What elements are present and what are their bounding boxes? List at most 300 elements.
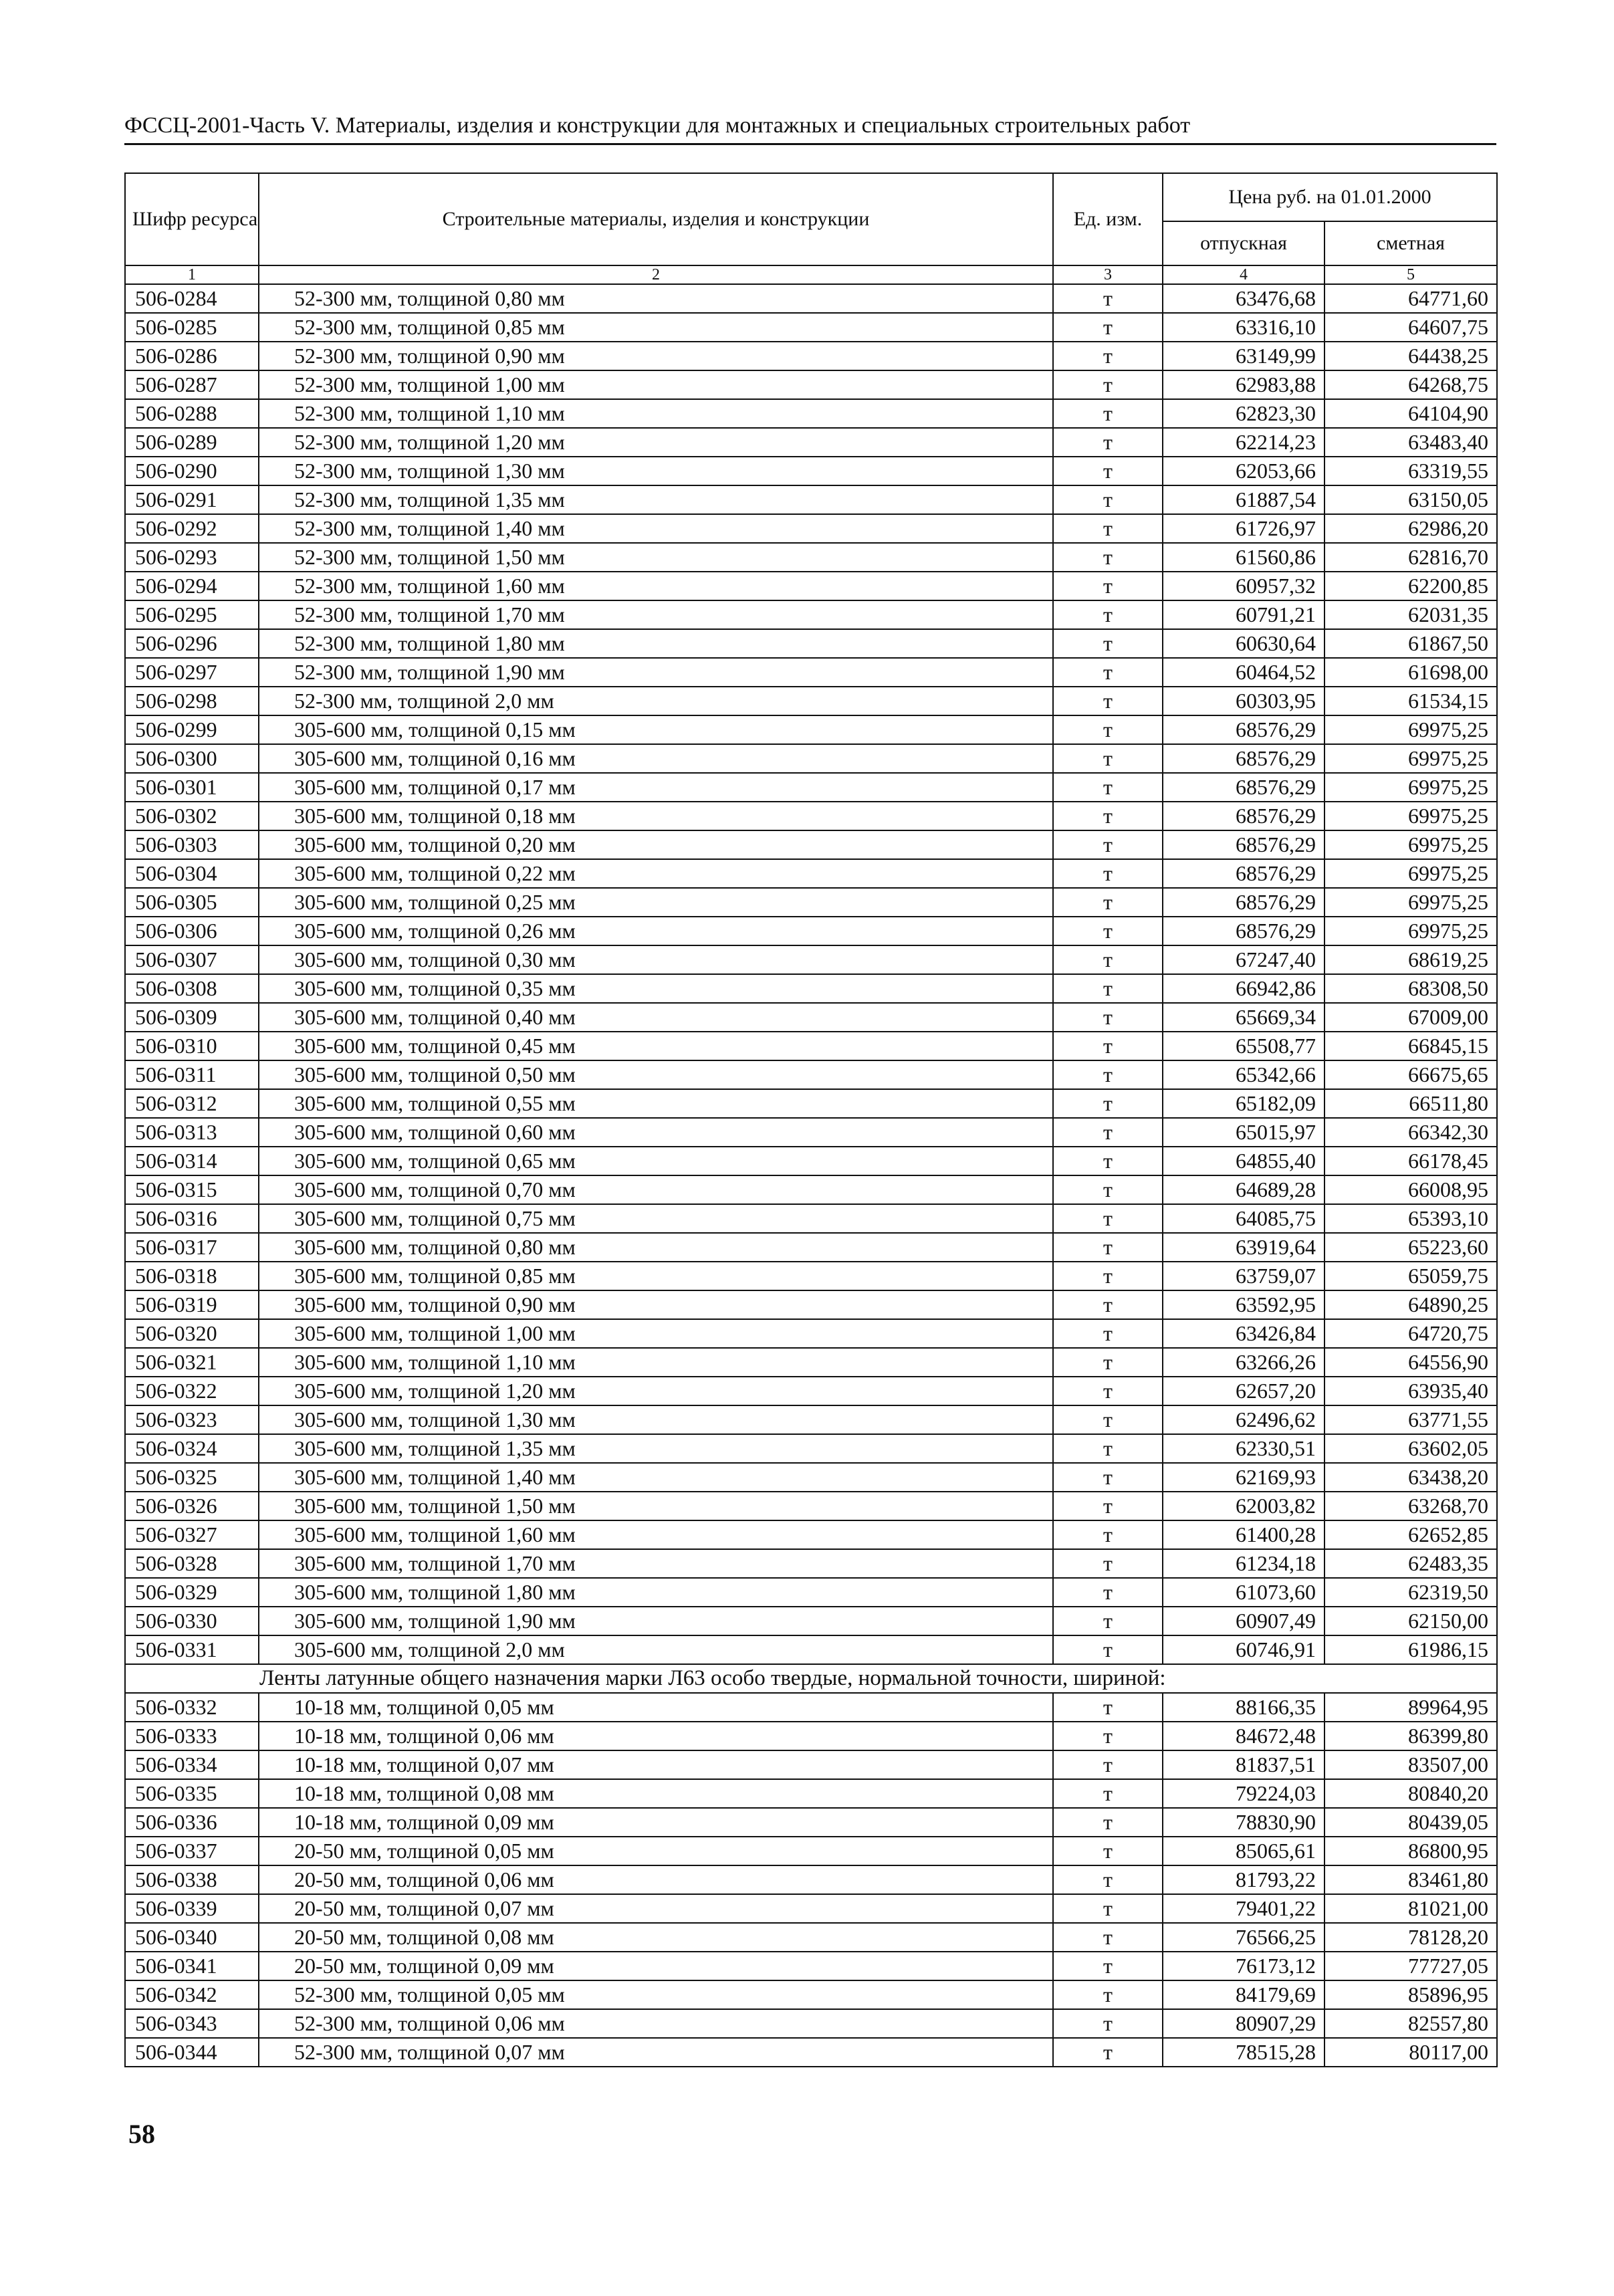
unit-cell: т xyxy=(1053,600,1163,629)
table-row xyxy=(125,399,1497,428)
release-price: 61073,60 xyxy=(1163,1578,1324,1607)
estimate-price: 62200,85 xyxy=(1324,572,1497,600)
item-description: 52-300 мм, толщиной 1,10 мм xyxy=(259,399,1053,428)
estimate-price: 69975,25 xyxy=(1324,830,1497,859)
table-row xyxy=(125,572,1497,600)
item-description: 305-600 мм, толщиной 0,80 мм xyxy=(259,1233,1053,1262)
unit-cell: т xyxy=(1053,974,1163,1003)
item-description: 20-50 мм, толщиной 0,08 мм xyxy=(259,1923,1053,1952)
unit-cell: т xyxy=(1053,629,1163,658)
estimate-price: 65393,10 xyxy=(1324,1204,1497,1233)
table-row xyxy=(125,284,1497,313)
table-row xyxy=(125,802,1497,830)
resource-code: 506-0329 xyxy=(125,1578,259,1607)
item-description: 52-300 мм, толщиной 1,70 мм xyxy=(259,600,1053,629)
estimate-price: 69975,25 xyxy=(1324,888,1497,917)
item-description: 305-600 мм, толщиной 1,10 мм xyxy=(259,1348,1053,1377)
item-description: 52-300 мм, толщиной 1,50 мм xyxy=(259,543,1053,572)
table-row xyxy=(125,859,1497,888)
table-row xyxy=(125,1463,1497,1492)
item-description: 305-600 мм, толщиной 1,00 мм xyxy=(259,1319,1053,1348)
item-description: 305-600 мм, толщиной 1,35 мм xyxy=(259,1434,1053,1463)
table-row xyxy=(125,1003,1497,1032)
release-price: 62003,82 xyxy=(1163,1492,1324,1520)
table-body xyxy=(125,284,1497,2067)
resource-code: 506-0320 xyxy=(125,1319,259,1348)
estimate-price: 69975,25 xyxy=(1324,773,1497,802)
unit-cell: т xyxy=(1053,399,1163,428)
release-price: 61560,86 xyxy=(1163,543,1324,572)
item-description: 305-600 мм, толщиной 0,15 мм xyxy=(259,715,1053,744)
unit-cell: т xyxy=(1053,370,1163,399)
release-price: 84179,69 xyxy=(1163,1980,1324,2009)
table-row xyxy=(125,1492,1497,1520)
resource-code: 506-0308 xyxy=(125,974,259,1003)
item-description: 305-600 мм, толщиной 1,80 мм xyxy=(259,1578,1053,1607)
resource-code: 506-0338 xyxy=(125,1865,259,1894)
unit-cell: т xyxy=(1053,457,1163,485)
unit-cell: т xyxy=(1053,1837,1163,1865)
item-description: 10-18 мм, толщиной 0,06 мм xyxy=(259,1722,1053,1750)
table-row xyxy=(125,1894,1497,1923)
release-price: 60907,49 xyxy=(1163,1607,1324,1635)
item-description: 305-600 мм, толщиной 0,26 мм xyxy=(259,917,1053,945)
resource-code: 506-0297 xyxy=(125,658,259,687)
resource-code: 506-0324 xyxy=(125,1434,259,1463)
estimate-price: 89964,95 xyxy=(1324,1693,1497,1722)
running-header: ФССЦ-2001-Часть V. Материалы, изделия и конструкции для монтажных и специальных строительных работ xyxy=(124,112,1496,145)
item-description: 52-300 мм, толщиной 0,06 мм xyxy=(259,2009,1053,2038)
item-description: 305-600 мм, толщиной 0,40 мм xyxy=(259,1003,1053,1032)
column-header-estimate-price: сметная xyxy=(1324,221,1497,265)
resource-code: 506-0328 xyxy=(125,1549,259,1578)
unit-cell: т xyxy=(1053,514,1163,543)
release-price: 64085,75 xyxy=(1163,1204,1324,1233)
unit-cell: т xyxy=(1053,830,1163,859)
resource-code: 506-0318 xyxy=(125,1262,259,1290)
unit-cell: т xyxy=(1053,428,1163,457)
release-price: 63316,10 xyxy=(1163,313,1324,342)
table-row xyxy=(125,1434,1497,1463)
unit-cell: т xyxy=(1053,1032,1163,1060)
estimate-price: 82557,80 xyxy=(1324,2009,1497,2038)
resource-code: 506-0310 xyxy=(125,1032,259,1060)
table-row xyxy=(125,428,1497,457)
unit-cell: т xyxy=(1053,773,1163,802)
release-price: 63919,64 xyxy=(1163,1233,1324,1262)
item-description: 305-600 мм, толщиной 2,0 мм xyxy=(259,1635,1053,1664)
resource-code: 506-0295 xyxy=(125,600,259,629)
unit-cell: т xyxy=(1053,1578,1163,1607)
resource-code: 506-0293 xyxy=(125,543,259,572)
unit-cell: т xyxy=(1053,1175,1163,1204)
table-row xyxy=(125,1348,1497,1377)
release-price: 62983,88 xyxy=(1163,370,1324,399)
table-row xyxy=(125,2009,1497,2038)
release-price: 65015,97 xyxy=(1163,1118,1324,1147)
resource-code: 506-0291 xyxy=(125,485,259,514)
unit-cell: т xyxy=(1053,1290,1163,1319)
estimate-price: 64607,75 xyxy=(1324,313,1497,342)
column-header-code: Шифр ресурса xyxy=(125,173,259,265)
table-row xyxy=(125,1549,1497,1578)
table-row xyxy=(125,974,1497,1003)
resource-code: 506-0294 xyxy=(125,572,259,600)
unit-cell: т xyxy=(1053,1952,1163,1980)
table-row xyxy=(125,744,1497,773)
release-price: 68576,29 xyxy=(1163,744,1324,773)
column-number: 1 xyxy=(125,265,259,284)
table-row xyxy=(125,2038,1497,2067)
column-header-unit: Ед. изм. xyxy=(1053,173,1163,265)
item-description: 20-50 мм, толщиной 0,06 мм xyxy=(259,1865,1053,1894)
item-description: 305-600 мм, толщиной 1,70 мм xyxy=(259,1549,1053,1578)
resource-code: 506-0331 xyxy=(125,1635,259,1664)
release-price: 81837,51 xyxy=(1163,1750,1324,1779)
release-price: 61887,54 xyxy=(1163,485,1324,514)
estimate-price: 62986,20 xyxy=(1324,514,1497,543)
release-price: 62330,51 xyxy=(1163,1434,1324,1463)
release-price: 60957,32 xyxy=(1163,572,1324,600)
item-description: 52-300 мм, толщиной 1,90 мм xyxy=(259,658,1053,687)
group-heading: Ленты латунные общего назначения марки Л63 особо твердые, нормальной точности, шириной: xyxy=(125,1664,1497,1693)
table-row xyxy=(125,1865,1497,1894)
estimate-price: 64890,25 xyxy=(1324,1290,1497,1319)
unit-cell: т xyxy=(1053,1348,1163,1377)
resource-code: 506-0288 xyxy=(125,399,259,428)
resource-code: 506-0292 xyxy=(125,514,259,543)
release-price: 61726,97 xyxy=(1163,514,1324,543)
resource-code: 506-0307 xyxy=(125,945,259,974)
table-row xyxy=(125,1147,1497,1175)
item-description: 52-300 мм, толщиной 1,80 мм xyxy=(259,629,1053,658)
estimate-price: 66845,15 xyxy=(1324,1032,1497,1060)
estimate-price: 66675,65 xyxy=(1324,1060,1497,1089)
resource-code: 506-0306 xyxy=(125,917,259,945)
unit-cell: т xyxy=(1053,1520,1163,1549)
table-row xyxy=(125,1952,1497,1980)
item-description: 305-600 мм, толщиной 0,85 мм xyxy=(259,1262,1053,1290)
resource-code: 506-0312 xyxy=(125,1089,259,1118)
unit-cell: т xyxy=(1053,1894,1163,1923)
item-description: 52-300 мм, толщиной 0,85 мм xyxy=(259,313,1053,342)
table-row xyxy=(125,773,1497,802)
table-row xyxy=(125,1779,1497,1808)
item-description: 10-18 мм, толщиной 0,08 мм xyxy=(259,1779,1053,1808)
unit-cell: т xyxy=(1053,888,1163,917)
unit-cell: т xyxy=(1053,1319,1163,1348)
release-price: 85065,61 xyxy=(1163,1837,1324,1865)
unit-cell: т xyxy=(1053,572,1163,600)
release-price: 68576,29 xyxy=(1163,715,1324,744)
estimate-price: 63319,55 xyxy=(1324,457,1497,485)
item-description: 20-50 мм, толщиной 0,07 мм xyxy=(259,1894,1053,1923)
estimate-price: 63483,40 xyxy=(1324,428,1497,457)
release-price: 68576,29 xyxy=(1163,888,1324,917)
item-description: 10-18 мм, толщиной 0,07 мм xyxy=(259,1750,1053,1779)
table-row xyxy=(125,1204,1497,1233)
resource-code: 506-0286 xyxy=(125,342,259,370)
table-row xyxy=(125,888,1497,917)
table-row xyxy=(125,370,1497,399)
table-row xyxy=(125,1290,1497,1319)
table-row xyxy=(125,1722,1497,1750)
resource-code: 506-0296 xyxy=(125,629,259,658)
unit-cell: т xyxy=(1053,687,1163,715)
estimate-price: 69975,25 xyxy=(1324,744,1497,773)
release-price: 67247,40 xyxy=(1163,945,1324,974)
resource-code: 506-0285 xyxy=(125,313,259,342)
unit-cell: т xyxy=(1053,1204,1163,1233)
resource-code: 506-0311 xyxy=(125,1060,259,1089)
resource-code: 506-0284 xyxy=(125,284,259,313)
release-price: 66942,86 xyxy=(1163,974,1324,1003)
release-price: 65508,77 xyxy=(1163,1032,1324,1060)
release-price: 62053,66 xyxy=(1163,457,1324,485)
estimate-price: 66342,30 xyxy=(1324,1118,1497,1147)
table-row xyxy=(125,1923,1497,1952)
unit-cell: т xyxy=(1053,2038,1163,2067)
resource-code: 506-0313 xyxy=(125,1118,259,1147)
resource-code: 506-0304 xyxy=(125,859,259,888)
item-description: 305-600 мм, толщиной 0,65 мм xyxy=(259,1147,1053,1175)
estimate-price: 64438,25 xyxy=(1324,342,1497,370)
item-description: 20-50 мм, толщиной 0,09 мм xyxy=(259,1952,1053,1980)
page-number: 58 xyxy=(128,2119,155,2149)
item-description: 52-300 мм, толщиной 0,80 мм xyxy=(259,284,1053,313)
table-row xyxy=(125,1233,1497,1262)
estimate-price: 62652,85 xyxy=(1324,1520,1497,1549)
item-description: 52-300 мм, толщиной 1,00 мм xyxy=(259,370,1053,399)
release-price: 80907,29 xyxy=(1163,2009,1324,2038)
estimate-price: 86800,95 xyxy=(1324,1837,1497,1865)
release-price: 65182,09 xyxy=(1163,1089,1324,1118)
unit-cell: т xyxy=(1053,1808,1163,1837)
estimate-price: 83507,00 xyxy=(1324,1750,1497,1779)
estimate-price: 62031,35 xyxy=(1324,600,1497,629)
table-row xyxy=(125,1808,1497,1837)
release-price: 65669,34 xyxy=(1163,1003,1324,1032)
column-number: 2 xyxy=(259,265,1053,284)
estimate-price: 68308,50 xyxy=(1324,974,1497,1003)
item-description: 52-300 мм, толщиной 1,60 мм xyxy=(259,572,1053,600)
item-description: 305-600 мм, толщиной 0,16 мм xyxy=(259,744,1053,773)
estimate-price: 81021,00 xyxy=(1324,1894,1497,1923)
unit-cell: т xyxy=(1053,485,1163,514)
unit-cell: т xyxy=(1053,1089,1163,1118)
release-price: 79401,22 xyxy=(1163,1894,1324,1923)
release-price: 60791,21 xyxy=(1163,600,1324,629)
estimate-price: 64720,75 xyxy=(1324,1319,1497,1348)
item-description: 52-300 мм, толщиной 0,90 мм xyxy=(259,342,1053,370)
table-row xyxy=(125,342,1497,370)
table-row xyxy=(125,485,1497,514)
estimate-price: 65223,60 xyxy=(1324,1233,1497,1262)
estimate-price: 64104,90 xyxy=(1324,399,1497,428)
unit-cell: т xyxy=(1053,715,1163,744)
table-row xyxy=(125,658,1497,687)
item-description: 305-600 мм, толщиной 0,45 мм xyxy=(259,1032,1053,1060)
unit-cell: т xyxy=(1053,1980,1163,2009)
table-row xyxy=(125,1089,1497,1118)
estimate-price: 69975,25 xyxy=(1324,715,1497,744)
estimate-price: 63438,20 xyxy=(1324,1463,1497,1492)
resource-code: 506-0341 xyxy=(125,1952,259,1980)
release-price: 62823,30 xyxy=(1163,399,1324,428)
release-price: 78515,28 xyxy=(1163,2038,1324,2067)
estimate-price: 64268,75 xyxy=(1324,370,1497,399)
price-table xyxy=(124,173,1498,2067)
release-price: 60630,64 xyxy=(1163,629,1324,658)
resource-code: 506-0298 xyxy=(125,687,259,715)
item-description: 10-18 мм, толщиной 0,09 мм xyxy=(259,1808,1053,1837)
table-row xyxy=(125,1405,1497,1434)
unit-cell: т xyxy=(1053,342,1163,370)
release-price: 76173,12 xyxy=(1163,1952,1324,1980)
release-price: 60464,52 xyxy=(1163,658,1324,687)
column-header-name: Строительные материалы, изделия и конструкции xyxy=(259,173,1053,265)
unit-cell: т xyxy=(1053,1405,1163,1434)
release-price: 63149,99 xyxy=(1163,342,1324,370)
resource-code: 506-0287 xyxy=(125,370,259,399)
resource-code: 506-0316 xyxy=(125,1204,259,1233)
table-row xyxy=(125,1837,1497,1865)
resource-code: 506-0327 xyxy=(125,1520,259,1549)
item-description: 305-600 мм, толщиной 0,75 мм xyxy=(259,1204,1053,1233)
estimate-price: 61534,15 xyxy=(1324,687,1497,715)
table-row xyxy=(125,830,1497,859)
estimate-price: 62483,35 xyxy=(1324,1549,1497,1578)
resource-code: 506-0326 xyxy=(125,1492,259,1520)
item-description: 305-600 мм, толщиной 1,40 мм xyxy=(259,1463,1053,1492)
resource-code: 506-0314 xyxy=(125,1147,259,1175)
estimate-price: 86399,80 xyxy=(1324,1722,1497,1750)
item-description: 305-600 мм, толщиной 0,20 мм xyxy=(259,830,1053,859)
unit-cell: т xyxy=(1053,543,1163,572)
estimate-price: 64771,60 xyxy=(1324,284,1497,313)
unit-cell: т xyxy=(1053,1262,1163,1290)
release-price: 63266,26 xyxy=(1163,1348,1324,1377)
item-description: 305-600 мм, толщиной 1,90 мм xyxy=(259,1607,1053,1635)
item-description: 52-300 мм, толщиной 0,07 мм xyxy=(259,2038,1053,2067)
estimate-price: 69975,25 xyxy=(1324,917,1497,945)
table-row xyxy=(125,1520,1497,1549)
estimate-price: 63268,70 xyxy=(1324,1492,1497,1520)
item-description: 52-300 мм, толщиной 1,40 мм xyxy=(259,514,1053,543)
item-description: 305-600 мм, толщиной 0,30 мм xyxy=(259,945,1053,974)
column-number: 5 xyxy=(1324,265,1497,284)
estimate-price: 61867,50 xyxy=(1324,629,1497,658)
estimate-price: 62816,70 xyxy=(1324,543,1497,572)
item-description: 305-600 мм, толщиной 0,60 мм xyxy=(259,1118,1053,1147)
item-description: 305-600 мм, толщиной 0,70 мм xyxy=(259,1175,1053,1204)
release-price: 68576,29 xyxy=(1163,802,1324,830)
resource-code: 506-0305 xyxy=(125,888,259,917)
resource-code: 506-0325 xyxy=(125,1463,259,1492)
table-group-row xyxy=(125,1664,1497,1693)
table-row xyxy=(125,1032,1497,1060)
estimate-price: 68619,25 xyxy=(1324,945,1497,974)
release-price: 79224,03 xyxy=(1163,1779,1324,1808)
estimate-price: 85896,95 xyxy=(1324,1980,1497,2009)
table-row xyxy=(125,1693,1497,1722)
release-price: 64855,40 xyxy=(1163,1147,1324,1175)
unit-cell: т xyxy=(1053,945,1163,974)
item-description: 52-300 мм, толщиной 0,05 мм xyxy=(259,1980,1053,2009)
table-row xyxy=(125,1118,1497,1147)
table-row xyxy=(125,1980,1497,2009)
release-price: 62169,93 xyxy=(1163,1463,1324,1492)
item-description: 305-600 мм, толщиной 0,55 мм xyxy=(259,1089,1053,1118)
unit-cell: т xyxy=(1053,744,1163,773)
resource-code: 506-0343 xyxy=(125,2009,259,2038)
resource-code: 506-0340 xyxy=(125,1923,259,1952)
column-number: 3 xyxy=(1053,265,1163,284)
resource-code: 506-0290 xyxy=(125,457,259,485)
unit-cell: т xyxy=(1053,1607,1163,1635)
table-row xyxy=(125,1060,1497,1089)
estimate-price: 77727,05 xyxy=(1324,1952,1497,1980)
resource-code: 506-0323 xyxy=(125,1405,259,1434)
unit-cell: т xyxy=(1053,658,1163,687)
table-row xyxy=(125,629,1497,658)
release-price: 78830,90 xyxy=(1163,1808,1324,1837)
item-description: 305-600 мм, толщиной 1,20 мм xyxy=(259,1377,1053,1405)
estimate-price: 66511,80 xyxy=(1324,1089,1497,1118)
item-description: 52-300 мм, толщиной 2,0 мм xyxy=(259,687,1053,715)
estimate-price: 65059,75 xyxy=(1324,1262,1497,1290)
release-price: 60746,91 xyxy=(1163,1635,1324,1664)
estimate-price: 61986,15 xyxy=(1324,1635,1497,1664)
release-price: 63592,95 xyxy=(1163,1290,1324,1319)
table-row xyxy=(125,715,1497,744)
estimate-price: 69975,25 xyxy=(1324,859,1497,888)
release-price: 63426,84 xyxy=(1163,1319,1324,1348)
item-description: 20-50 мм, толщиной 0,05 мм xyxy=(259,1837,1053,1865)
item-description: 305-600 мм, толщиной 1,30 мм xyxy=(259,1405,1053,1434)
table-row xyxy=(125,1578,1497,1607)
table-row xyxy=(125,543,1497,572)
unit-cell: т xyxy=(1053,1549,1163,1578)
unit-cell: т xyxy=(1053,1923,1163,1952)
release-price: 60303,95 xyxy=(1163,687,1324,715)
release-price: 88166,35 xyxy=(1163,1693,1324,1722)
item-description: 305-600 мм, толщиной 0,25 мм xyxy=(259,888,1053,917)
estimate-price: 64556,90 xyxy=(1324,1348,1497,1377)
unit-cell: т xyxy=(1053,284,1163,313)
resource-code: 506-0339 xyxy=(125,1894,259,1923)
resource-code: 506-0309 xyxy=(125,1003,259,1032)
estimate-price: 62150,00 xyxy=(1324,1607,1497,1635)
resource-code: 506-0322 xyxy=(125,1377,259,1405)
resource-code: 506-0332 xyxy=(125,1693,259,1722)
resource-code: 506-0335 xyxy=(125,1779,259,1808)
table-row xyxy=(125,945,1497,974)
item-description: 305-600 мм, толщиной 0,35 мм xyxy=(259,974,1053,1003)
table-row xyxy=(125,1607,1497,1635)
release-price: 81793,22 xyxy=(1163,1865,1324,1894)
unit-cell: т xyxy=(1053,917,1163,945)
estimate-price: 80117,00 xyxy=(1324,2038,1497,2067)
estimate-price: 83461,80 xyxy=(1324,1865,1497,1894)
unit-cell: т xyxy=(1053,1118,1163,1147)
table-row xyxy=(125,1262,1497,1290)
release-price: 68576,29 xyxy=(1163,830,1324,859)
item-description: 305-600 мм, толщиной 0,18 мм xyxy=(259,802,1053,830)
estimate-price: 66178,45 xyxy=(1324,1147,1497,1175)
table-row xyxy=(125,687,1497,715)
resource-code: 506-0303 xyxy=(125,830,259,859)
